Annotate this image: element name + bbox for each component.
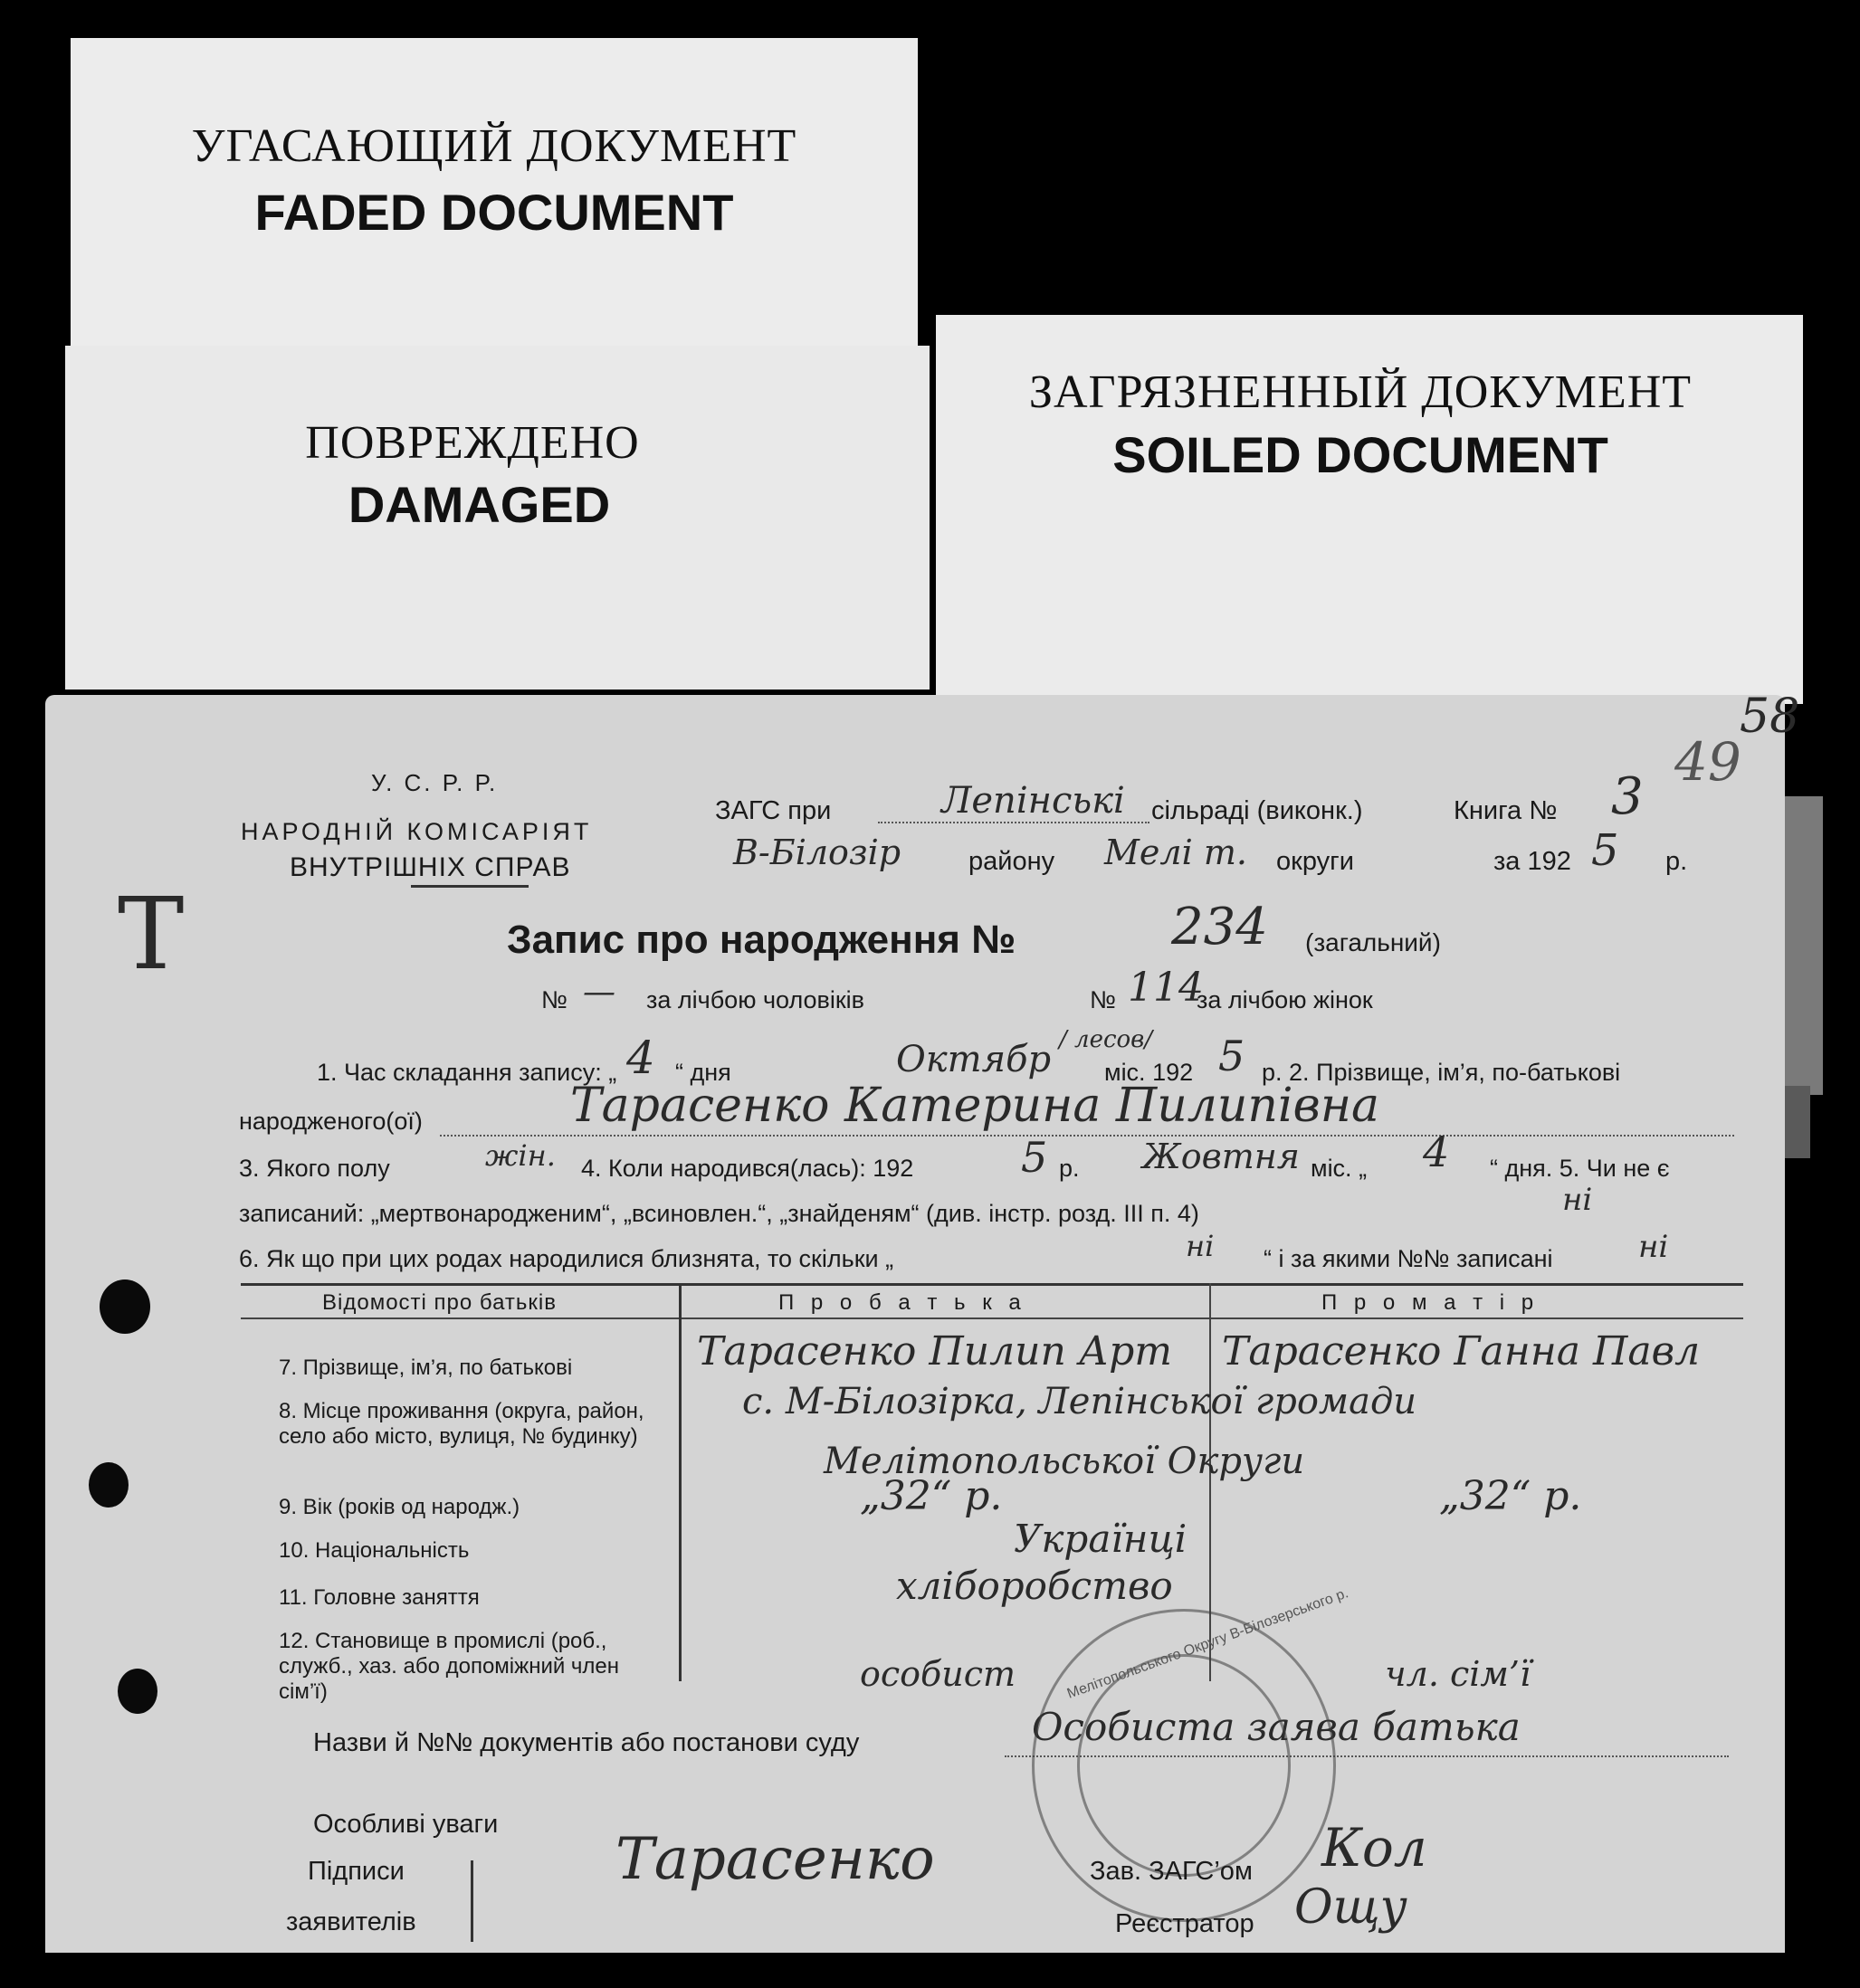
mother-residence: Мелітопольської Округи bbox=[824, 1441, 1305, 1482]
faded-document-card bbox=[71, 38, 918, 355]
table-row-label: 7. Прізвище, ім’я, по батькові bbox=[279, 1355, 573, 1380]
faded-card-en: FADED DOCUMENT bbox=[254, 184, 734, 241]
table-row-label: 8. Місце проживання (округа, район, село або місто, вулиця, № будинку) bbox=[279, 1399, 644, 1449]
record-title-suffix: (загальний) bbox=[1305, 928, 1441, 956]
men-count-prefix: № bbox=[541, 986, 568, 1013]
father-residence: с. М-Білозірка, Лепінської громади bbox=[742, 1381, 1417, 1422]
birth-month: Жовтня bbox=[1142, 1137, 1300, 1176]
applicant-signature: Тарасенко bbox=[615, 1826, 935, 1893]
header-line2: НАРОДНІЙ КОМІСАРІЯТ bbox=[241, 818, 593, 845]
twins-numbers-value: ні bbox=[1638, 1229, 1669, 1265]
zags-value: Лепінські bbox=[941, 780, 1125, 822]
soiled-document-card bbox=[936, 315, 1803, 704]
stillborn-question-start: “ дня. 5. Чи не є bbox=[1490, 1155, 1670, 1182]
sex-label: 3. Якого полу bbox=[239, 1155, 390, 1182]
record-year: 5 bbox=[1218, 1032, 1245, 1080]
damaged-card-ru: ПОВРЕЖДЕНО bbox=[305, 417, 640, 469]
mother-status: чл. сім’ї bbox=[1385, 1654, 1531, 1694]
header-underline bbox=[411, 885, 529, 888]
birth-year: 5 bbox=[1021, 1133, 1048, 1182]
book-value: 3 bbox=[1611, 767, 1644, 826]
faded-card-ru: УГАСАЮЩИЙ ДОКУМЕНТ bbox=[191, 120, 797, 172]
table-header-parents: Відомості про батьків bbox=[322, 1290, 557, 1315]
documents-value: Особиста заява батька bbox=[1032, 1705, 1521, 1749]
child-name-value: Тарасенко Катерина Пилипівна bbox=[570, 1079, 1379, 1133]
registrar-label: Реєстратор bbox=[1115, 1909, 1254, 1938]
table-column-divider bbox=[679, 1283, 682, 1681]
head-signature: Кол bbox=[1321, 1817, 1427, 1879]
table-row-label: 12. Становище в промислі (роб., служб., хаз. або допоміжний член сім’ї) bbox=[279, 1629, 620, 1704]
record-time-label: 1. Час складання запису: „ bbox=[317, 1059, 617, 1086]
stillborn-value: ні bbox=[1562, 1182, 1593, 1218]
birth-day: 4 bbox=[1423, 1127, 1450, 1176]
book-label: Книга № bbox=[1454, 796, 1558, 825]
birth-record-form bbox=[45, 690, 1800, 1953]
birth-year-suffix: р. bbox=[1059, 1155, 1080, 1182]
nationality-value: Українці bbox=[1014, 1517, 1188, 1561]
head-label: Зав. ЗАГС’ом bbox=[1090, 1857, 1253, 1886]
record-month: Октябр bbox=[896, 1039, 1052, 1080]
women-count-value: 114 bbox=[1128, 965, 1204, 1011]
punch-hole bbox=[118, 1669, 157, 1714]
zags-label: ЗАГС при bbox=[715, 796, 832, 825]
damaged-document-card bbox=[65, 346, 930, 690]
record-title: Запис про народження № bbox=[507, 918, 1016, 962]
table-row-label: 10. Національність bbox=[279, 1538, 470, 1563]
header-line3: ВНУТРІШНІХ СПРАВ bbox=[290, 852, 571, 882]
soiled-card-en: SOILED DOCUMENT bbox=[1112, 426, 1608, 483]
page-number: 58 bbox=[1740, 690, 1800, 744]
occupation-value: хліборобство bbox=[896, 1564, 1173, 1608]
council-label: сільраді (виконк.) bbox=[1151, 796, 1363, 825]
child-name-label: народженого(ої) bbox=[239, 1108, 423, 1135]
okrug-value: Мелі т. bbox=[1104, 832, 1247, 872]
record-month-note: / лесов/ bbox=[1059, 1026, 1153, 1053]
stillborn-question: записаний: „мертвонародженим“, „всиновлен.“, „знайденям“ (див. інстр. розд. III п. 4) bbox=[239, 1200, 1199, 1227]
father-status: особист bbox=[860, 1654, 1016, 1694]
twins-question: 6. Як що при цих родах народилися близнята, то скільки „ bbox=[239, 1245, 894, 1272]
damaged-card-en: DAMAGED bbox=[348, 476, 611, 533]
mother-name: Тарасенко Ганна Павл bbox=[1222, 1328, 1701, 1374]
table-header-rule bbox=[241, 1317, 1743, 1319]
year-value: 5 bbox=[1591, 825, 1619, 876]
birth-date-label: 4. Коли народився(лась): 192 bbox=[581, 1155, 914, 1182]
registrar-signature: Ощу bbox=[1294, 1880, 1407, 1935]
soiled-card-ru: ЗАГРЯЗНЕННЫЙ ДОКУМЕНТ bbox=[1028, 366, 1693, 418]
page-edge-strip bbox=[1785, 796, 1823, 1095]
table-top-rule bbox=[241, 1283, 1743, 1286]
table-row-label: 9. Вік (років од народж.) bbox=[279, 1495, 520, 1519]
special-notes-label: Особливі уваги bbox=[313, 1810, 499, 1839]
women-count-prefix: № bbox=[1090, 986, 1116, 1013]
header-line1: У. С. Р. Р. bbox=[371, 769, 499, 796]
record-year-label: міс. 192 bbox=[1104, 1059, 1194, 1086]
record-day-suffix: “ дня bbox=[675, 1059, 731, 1086]
twins-numbers-label: “ і за якими №№ записані bbox=[1264, 1245, 1553, 1272]
district-label: району bbox=[968, 847, 1055, 876]
left-margin-mark: Т bbox=[118, 876, 185, 992]
okrug-label: округи bbox=[1276, 847, 1354, 876]
birth-month-label: міс. „ bbox=[1311, 1155, 1368, 1182]
record-number: 234 bbox=[1171, 898, 1268, 956]
father-name: Тарасенко Пилип Арт bbox=[697, 1328, 1172, 1374]
documents-label: Назви й №№ документів або постанови суду bbox=[313, 1728, 860, 1757]
applicants-label: заявителів bbox=[286, 1907, 416, 1936]
surname-question: р. 2. Прізвище, ім’я, по-батькові bbox=[1262, 1059, 1621, 1086]
men-count-value: — bbox=[583, 974, 615, 1011]
sex-value: жін. bbox=[485, 1138, 556, 1173]
men-count-label: за лічбою чоловіків bbox=[646, 986, 865, 1013]
year-suffix: р. bbox=[1665, 847, 1688, 876]
district-value: В-Білозір bbox=[733, 832, 901, 872]
table-header-father: П р о б а т ь к а bbox=[778, 1290, 1026, 1315]
page-edge-strip bbox=[1785, 1086, 1810, 1158]
year-label: за 192 bbox=[1493, 847, 1571, 876]
mother-age: „32“ р. bbox=[1439, 1473, 1582, 1519]
women-count-label: за лічбою жінок bbox=[1197, 986, 1373, 1013]
punch-hole bbox=[100, 1279, 150, 1334]
father-age: „32“ р. bbox=[860, 1473, 1003, 1519]
stamp-text: Мелітопольського Округу В-Білозерського р. bbox=[1064, 1585, 1351, 1702]
corner-note: 49 bbox=[1674, 731, 1741, 793]
twins-count-value: ні bbox=[1186, 1229, 1215, 1263]
signature-bracket bbox=[471, 1860, 473, 1942]
signatures-label: Підписи bbox=[308, 1857, 405, 1886]
table-header-mother: П р о м а т і р bbox=[1321, 1290, 1540, 1315]
record-day: 4 bbox=[626, 1032, 655, 1084]
punch-hole bbox=[89, 1462, 129, 1508]
table-row-label: 11. Головне заняття bbox=[279, 1585, 480, 1610]
